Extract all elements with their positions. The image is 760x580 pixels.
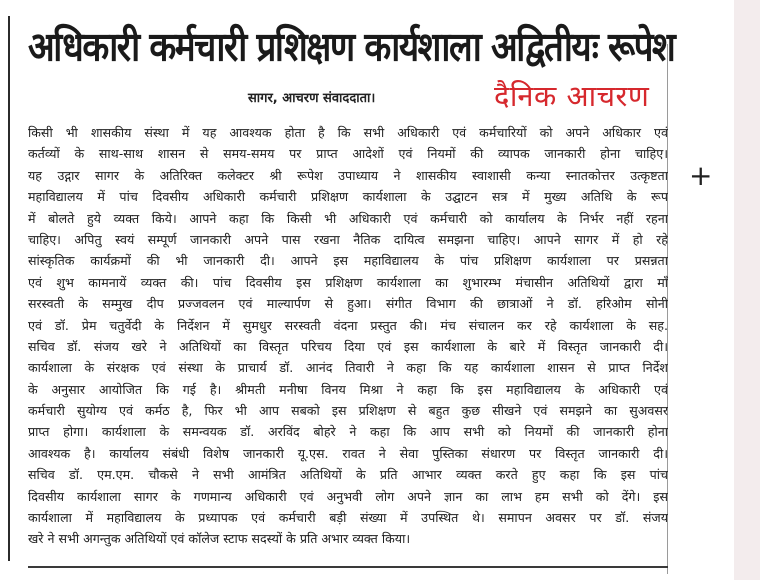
article-line: के अनुसार आयोजित कि गई है। श्रीमती मनीषा विनय मिश्रा ने कहा कि इस महाविद्यालय के अधिकारी एवं [28, 381, 668, 397]
article-line: एवं डॉ. प्रेम चतुर्वेदी के निर्देशन में सुमधुर सरस्वती वंदना प्रस्तुत की। मंच संचालन कर रहे कार्यशाला के सह. [28, 317, 668, 333]
article-line: कार्यशाला के संरक्षक एवं संस्था के प्राचार्य डॉ. आनंद तिवारी ने कहा कि यह कार्यशाला शासन से प्राप्त निर्देश [28, 360, 668, 376]
article-line: महाविद्यालय में पांच दिवसीय अधिकारी कर्मचारी प्रशिक्षण कार्यशाला के उद्घाटन सत्र में मुख्य अतिथि के रूप [28, 189, 668, 205]
article-line: दिवसीय कार्यशाला सागर के गणमान्य अधिकारी एवं अनुभवी लोग अपने ज्ञान का लाभ हम सभी को देंगे। इस [28, 488, 668, 504]
article-line: चाहिए। अपितु स्वयं सम्पूर्ण जानकारी अपने पास रखना नैतिक दायित्व समझना चाहिए। आपने सागर में हो रहे [28, 231, 668, 247]
article-line: आवश्यक है। कार्यालय संबंधी विशेष जानकारी यू.एस. रावत ने सेवा पुस्तिका संधारण पर विस्तृत जानकारी दी। [28, 445, 668, 461]
article-line: कार्यशाला में महाविद्यालय के प्रध्यापक एवं कर्मचारी बड़ी संख्या में उपस्थित थे। समापन अवसर पर डॉ. संजय [28, 510, 668, 526]
article-line: कर्मचारी सुयोग्य एवं कर्मठ है, फिर भी आप सबको इस प्रशिक्षण से बहुत कुछ सीखने एवं समझने का सुअवसर [28, 403, 668, 419]
article-line: किसी भी शासकीय संस्था में यह आवश्यक होता है कि सभी अधिकारी एवं कर्मचारियों को अपने अधिकार एवं [28, 125, 668, 140]
article-line: सांस्कृतिक कार्यक्रमों की भी जानकारी दी। आपने इस महाविद्यालय के पांच प्रशिक्षण कार्यशाला पर प्रसन्नता [28, 253, 668, 269]
article-line: एवं शुभ कामनायें व्यक्त की। पांच दिवसीय इस प्रशिक्षण कार्यशाला का शुभारम्भ मंचासीन अतिथियों द्वारा माँ [28, 274, 668, 290]
article-line: सरस्वती के सम्मुख दीप प्रज्जवलन एवं माल्यार्पण से हुआ। संगीत विभाग की छात्राओं ने डॉ. हरिओम सोनी [28, 296, 668, 312]
article-line: सचिव डॉ. संजय खरे ने अतिथियों का विस्तृत परिचय दिया एवं इस कार्यशाला के बारे में विस्तृत जानकारी दी। [28, 338, 668, 354]
article-line: में बोलते हुये व्यक्त किये। आपने कहा कि किसी भी अधिकारी एवं कर्मचारी को कार्यालय के निर्भर नहीं रहना [28, 210, 668, 226]
newspaper-name-mark: दैनिक आचरण [494, 79, 650, 113]
article-body [28, 122, 668, 550]
article-line: यह उद्गार सागर के अतिरिक्त कलेक्टर श्री रूपेश उपाध्याय ने शासकीय स्वाशासी कन्या स्नातकोत्तर उत्कृष्टता [28, 167, 668, 183]
crosshair-cursor-icon: + [689, 159, 713, 192]
article-line: सचिव डॉ. एम.एम. चौकसे ने सभी आमंत्रित अतिथियों के प्रति आभार व्यक्त करते हुए कहा कि इस पांच [28, 467, 668, 483]
background-margin [734, 0, 760, 580]
article-headline: अधिकारी कर्मचारी प्रशिक्षण कार्यशाला अद्वितीयः रूपेश [28, 25, 675, 71]
bottom-border-rule [28, 566, 668, 568]
left-border-rule [8, 16, 10, 561]
article-line: कर्तव्यों के साथ-साथ शासन से समय-समय पर प्राप्त आदेशों एवं नियमों की व्यापक जानकारी होना चाहिए। [28, 146, 668, 162]
article-line-last: खरे ने सभी अगन्तुक अतिथियों एवं कॉलेज स्टाफ सदस्यों के प्रति अभार व्यक्त किया। [28, 531, 411, 547]
article-dateline: सागर, आचरण संवाददाता। [248, 91, 376, 106]
article-line: प्राप्त होगा। कार्यशाला के समन्वयक डॉ. अरविंद बोहरे ने कहा कि आप सभी को नियमों की जानकारी होना [28, 424, 668, 440]
